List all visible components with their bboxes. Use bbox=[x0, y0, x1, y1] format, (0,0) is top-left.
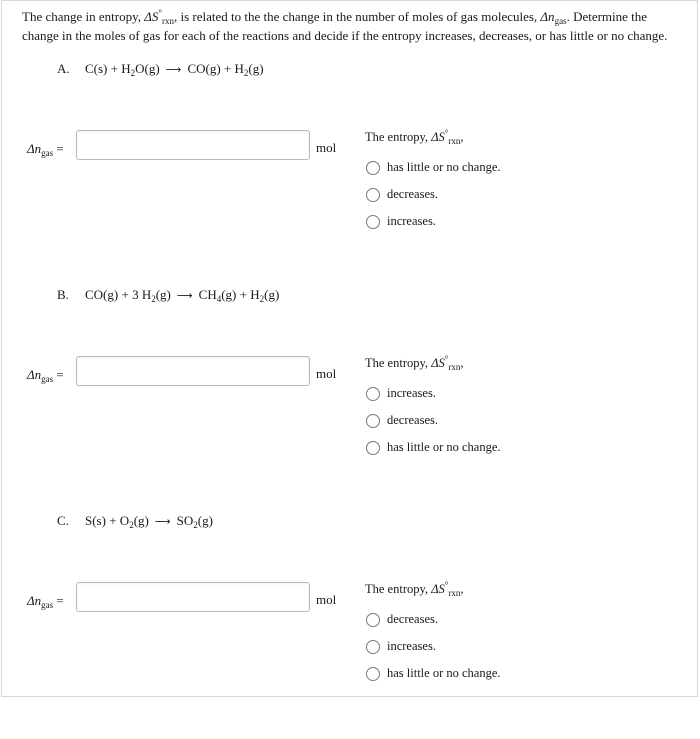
reaction-letter: B. bbox=[57, 287, 69, 302]
entropy-option-c-1[interactable]: decreases. bbox=[366, 612, 438, 627]
radio-button[interactable] bbox=[366, 441, 380, 455]
question-prompt: The change in entropy, $\Delta S^\circ_{rxn}$, is related to the the change in the number of moles of gas molecules, $\Delta n_{gas}$. Determine the change in the moles of gas for each of the reactions and decide if the entropy increases, decreases, or has little or no change. bbox=[22, 8, 668, 43]
entropy-option-a-3[interactable]: increases. bbox=[366, 214, 436, 229]
unit-label: mol bbox=[316, 140, 337, 155]
radio-button[interactable] bbox=[366, 667, 380, 681]
reaction-arrow-icon: ⟶ bbox=[154, 515, 171, 528]
entropy-question: The entropy, $\Delta S^\circ_{rxn}$, bbox=[365, 580, 464, 598]
delta-n-gas-input-c[interactable] bbox=[76, 582, 310, 612]
entropy-option-b-1[interactable]: increases. bbox=[366, 386, 436, 401]
reaction-b: B. CO(g) + 3 $H_2(g)$ ⟶ $CH_4(g) + H_2(g)$ bbox=[57, 287, 280, 304]
delta-n-gas-label: $\Delta n_{gas}$ = bbox=[27, 141, 64, 158]
reaction-c: C. $S(s) + O_2(g)$ ⟶ $SO_2(g)$ bbox=[57, 513, 213, 530]
reaction-letter: C. bbox=[57, 513, 69, 528]
reaction-arrow-icon: ⟶ bbox=[176, 289, 193, 302]
section-c bbox=[0, 513, 700, 739]
radio-button[interactable] bbox=[366, 387, 380, 401]
unit-label: mol bbox=[316, 366, 337, 381]
radio-button[interactable] bbox=[366, 188, 380, 202]
entropy-question: The entropy, $\Delta S^\circ_{rxn}$, bbox=[365, 128, 464, 146]
entropy-option-b-2[interactable]: decreases. bbox=[366, 413, 438, 428]
delta-n-gas-label: $\Delta n_{gas}$ = bbox=[27, 593, 64, 610]
entropy-option-a-2[interactable]: decreases. bbox=[366, 187, 438, 202]
entropy-option-a-1[interactable]: has little or no change. bbox=[366, 160, 501, 175]
delta-n-gas-input-a[interactable] bbox=[76, 130, 310, 160]
radio-button[interactable] bbox=[366, 161, 380, 175]
reaction-letter: A. bbox=[57, 61, 70, 76]
section-b bbox=[0, 287, 700, 513]
reaction-a: A. $C(s) + H_2O(g)$ ⟶ $CO(g) + H_2(g)$ bbox=[57, 61, 264, 78]
radio-button[interactable] bbox=[366, 215, 380, 229]
entropy-option-b-3[interactable]: has little or no change. bbox=[366, 440, 501, 455]
radio-button[interactable] bbox=[366, 640, 380, 654]
radio-button[interactable] bbox=[366, 613, 380, 627]
entropy-option-c-3[interactable]: has little or no change. bbox=[366, 666, 501, 681]
delta-n-gas-input-b[interactable] bbox=[76, 356, 310, 386]
section-a bbox=[0, 61, 700, 287]
delta-n-gas-label: $\Delta n_{gas}$ = bbox=[27, 367, 64, 384]
entropy-option-c-2[interactable]: increases. bbox=[366, 639, 436, 654]
radio-button[interactable] bbox=[366, 414, 380, 428]
entropy-question: The entropy, $\Delta S^\circ_{rxn}$, bbox=[365, 354, 464, 372]
reaction-arrow-icon: ⟶ bbox=[165, 63, 182, 76]
unit-label: mol bbox=[316, 592, 337, 607]
